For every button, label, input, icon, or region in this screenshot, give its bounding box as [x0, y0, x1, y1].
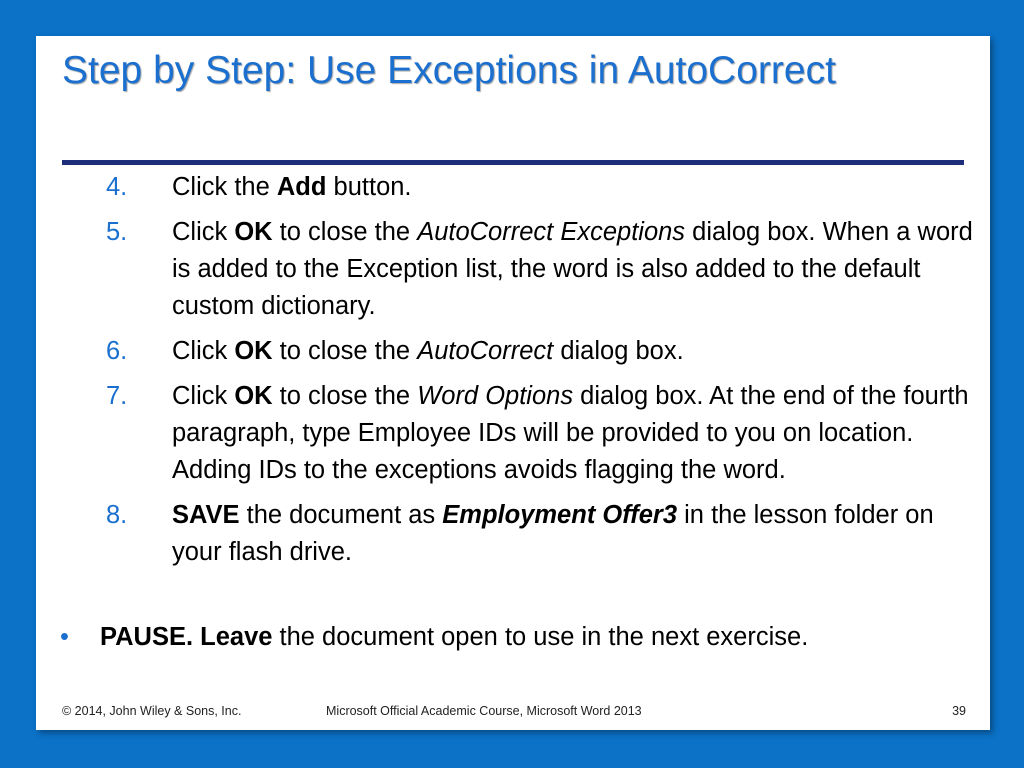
text-run: to close the: [272, 337, 418, 365]
step-item: [106, 214, 976, 325]
footer-course: Microsoft Official Academic Course, Microsoft Word 2013: [326, 704, 642, 718]
step-number: 8.: [106, 501, 128, 529]
text-run: the document open to use in the next exercise.: [272, 623, 809, 651]
emphasis-run: Word Options: [417, 382, 574, 410]
step-number: 4.: [106, 173, 128, 201]
step-list: [106, 169, 976, 579]
emphasis-run: Add: [276, 173, 327, 201]
text-run: Click: [172, 382, 235, 410]
bullet-text: [100, 623, 808, 651]
text-run: the document as: [239, 501, 443, 529]
text-run: button.: [326, 173, 412, 201]
step-number: 5.: [106, 218, 128, 246]
bullet-marker: •: [60, 623, 69, 651]
text-run: dialog box.: [553, 337, 684, 365]
step-number: 7.: [106, 382, 128, 410]
text-run: to close the: [272, 218, 418, 246]
step-item: [106, 497, 976, 571]
emphasis-run: SAVE: [172, 501, 240, 529]
step-item: [106, 378, 976, 489]
pause-bullet: [58, 619, 980, 656]
step-text: [172, 218, 973, 320]
step-text: [172, 501, 934, 566]
step-number: 6.: [106, 337, 128, 365]
emphasis-run: PAUSE. Leave: [100, 623, 273, 651]
text-run: Click: [172, 218, 235, 246]
text-run: dialog box. When a word is added to the Exception list, the word is also added to the default custom dictionary.: [172, 218, 973, 320]
emphasis-run: OK: [234, 382, 273, 410]
text-run: Click: [172, 337, 235, 365]
title-divider: [62, 160, 964, 165]
step-text: [172, 173, 412, 201]
step-text: [172, 382, 969, 484]
slide-title: Step by Step: Use Exceptions in AutoCorrect: [62, 49, 836, 92]
emphasis-run: AutoCorrect: [417, 337, 554, 365]
emphasis-run: Employment Offer3: [442, 501, 678, 529]
step-item: [106, 333, 976, 370]
step-item: [106, 169, 976, 206]
emphasis-run: AutoCorrect Exceptions: [417, 218, 686, 246]
footer-page-number: 39: [952, 704, 966, 718]
text-run: to close the: [272, 382, 418, 410]
text-run: dialog box. At the end of the fourth paragraph, type Employee IDs will be provided to you on location. Adding IDs to the exceptions avoids flagging the word.: [172, 382, 969, 484]
text-run: Click the: [172, 173, 277, 201]
emphasis-run: OK: [234, 218, 273, 246]
step-text: [172, 337, 684, 365]
emphasis-run: OK: [234, 337, 273, 365]
slide: [36, 36, 990, 730]
text-run: in the lesson folder on your flash drive.: [172, 501, 934, 566]
footer-copyright: © 2014, John Wiley & Sons, Inc.: [62, 704, 242, 718]
